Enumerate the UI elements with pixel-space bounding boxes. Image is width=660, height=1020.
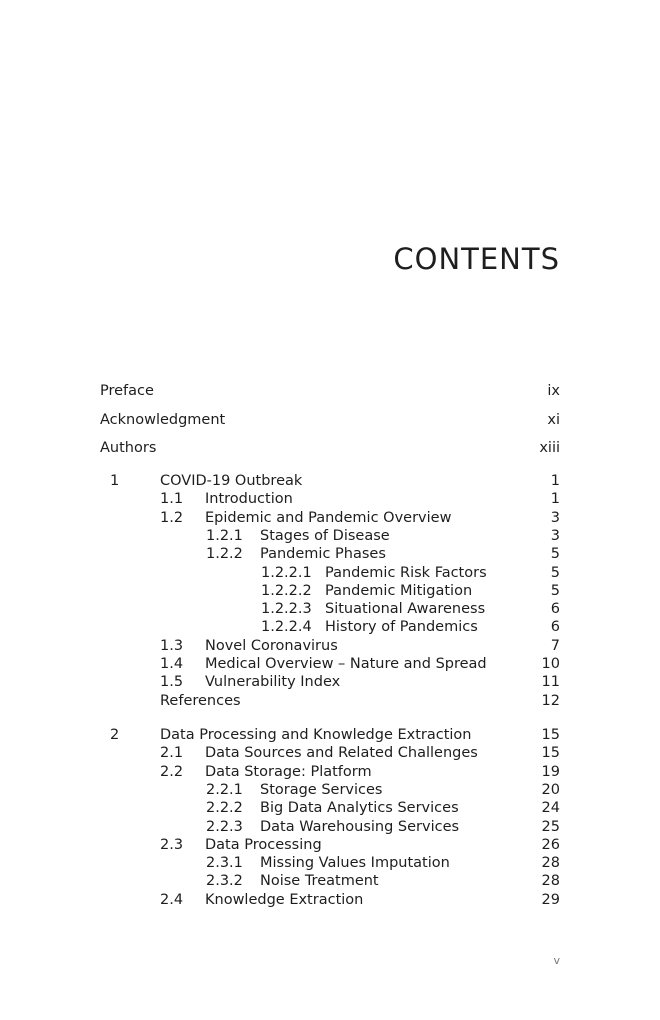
section-page: 10: [541, 656, 560, 672]
section-number: 1.2.2: [206, 546, 243, 563]
section-title: Pandemic Phases: [260, 546, 386, 563]
section-number: 2.2.3: [206, 818, 243, 835]
section-page: 3: [550, 527, 560, 544]
toc-section-entry: [0, 564, 660, 582]
section-page: 26: [541, 836, 560, 853]
section-title: Pandemic Risk Factors: [325, 564, 487, 581]
section-title: Medical Overview – Nature and Spread: [205, 656, 487, 672]
section-page: 6: [550, 601, 560, 618]
section-page: 15: [541, 745, 560, 762]
toc-section-entry: [0, 799, 660, 817]
section-number: 2.2.2: [206, 800, 243, 817]
toc-section-entry: [0, 692, 660, 710]
toc-front-matter-entry: [0, 411, 660, 429]
section-number: 1.3: [160, 637, 184, 654]
toc-section-entry: [0, 836, 660, 854]
section-title: History of Pandemics: [325, 619, 478, 636]
toc-chapter-entry: [0, 726, 660, 744]
section-title: Data Sources and Related Challenges: [205, 745, 478, 762]
section-number: 2.1: [160, 745, 184, 762]
section-number: 1.2.2.4: [261, 619, 312, 636]
section-page: 19: [541, 763, 560, 780]
section-title: Novel Coronavirus: [205, 637, 338, 654]
toc-section-entry: [0, 527, 660, 545]
section-number: 1.2.2.3: [261, 601, 312, 618]
toc-section-entry: [0, 818, 660, 836]
section-title: Stages of Disease: [260, 527, 390, 544]
toc-section-entry: [0, 545, 660, 563]
page-number: v: [553, 954, 560, 967]
section-title: Data Warehousing Services: [260, 818, 460, 835]
section-page: 20: [541, 781, 560, 798]
toc-section-entry: [0, 655, 660, 673]
toc-section-entry: [0, 891, 660, 909]
section-page: 29: [541, 891, 560, 908]
chapter-page: 1: [550, 473, 560, 489]
toc-section-entry: [0, 582, 660, 600]
toc-front-matter-entry: [0, 382, 660, 400]
section-page: 7: [550, 637, 560, 654]
toc-front-matter-entry: [0, 439, 660, 457]
chapter-title: COVID-19 Outbreak: [160, 473, 303, 489]
section-number: 2.3.2: [206, 873, 243, 890]
section-title: Big Data Analytics Services: [260, 800, 459, 817]
section-page: 5: [550, 546, 560, 563]
section-number: 2.2.1: [206, 781, 243, 798]
section-number: 1.1: [160, 491, 184, 508]
section-page: 12: [541, 692, 560, 709]
toc-section-entry: [0, 490, 660, 508]
entry-page: ix: [547, 383, 560, 399]
entry-page: xiii: [539, 440, 560, 456]
entry-title: Authors: [100, 440, 157, 456]
section-page: 3: [550, 509, 560, 526]
section-title: Knowledge Extraction: [205, 891, 364, 908]
section-number: 1.2.2.1: [261, 564, 312, 581]
entry-title: Preface: [100, 383, 154, 399]
toc-section-entry: [0, 618, 660, 636]
section-page: 24: [541, 800, 560, 817]
section-page: 5: [550, 582, 560, 599]
section-title: References: [160, 692, 241, 709]
toc-section-entry: [0, 872, 660, 890]
section-title: Situational Awareness: [325, 601, 486, 618]
section-page: 11: [541, 674, 560, 691]
chapter-title: Data Processing and Knowledge Extraction: [160, 727, 472, 743]
entry-title: Acknowledgment: [100, 412, 226, 428]
toc-chapter-entry: [0, 472, 660, 490]
toc-section-entry: [0, 509, 660, 527]
section-page: 5: [550, 564, 560, 581]
section-title: Pandemic Mitigation: [325, 582, 473, 599]
section-number: 1.2.1: [206, 527, 243, 544]
toc-section-entry: [0, 673, 660, 691]
section-title: Data Storage: Platform: [205, 763, 372, 780]
section-number: 1.5: [160, 674, 184, 691]
section-title: Data Processing: [205, 836, 322, 853]
section-title: Missing Values Imputation: [260, 855, 450, 872]
section-page: 28: [541, 873, 560, 890]
chapter-page: 15: [541, 727, 560, 743]
section-page: 25: [541, 818, 560, 835]
entry-page: xi: [547, 412, 560, 428]
section-title: Introduction: [205, 491, 293, 508]
section-title: Storage Services: [260, 781, 383, 798]
toc-section-entry: [0, 781, 660, 799]
section-number: 2.3: [160, 836, 184, 853]
toc-section-entry: [0, 744, 660, 762]
section-page: 28: [541, 855, 560, 872]
toc-section-entry: [0, 637, 660, 655]
section-page: 6: [550, 619, 560, 636]
toc-section-entry: [0, 854, 660, 872]
section-title: Noise Treatment: [260, 873, 379, 890]
section-title: Epidemic and Pandemic Overview: [205, 509, 452, 526]
section-number: 1.2: [160, 509, 184, 526]
section-number: 2.4: [160, 891, 184, 908]
section-number: 1.4: [160, 656, 184, 672]
section-number: 1.2.2.2: [261, 582, 312, 599]
section-page: 1: [550, 491, 560, 508]
page-title: CONTENTS: [393, 242, 560, 276]
section-number: 2.2: [160, 763, 184, 780]
section-title: Vulnerability Index: [205, 674, 341, 691]
chapter-number: 1: [110, 473, 120, 489]
toc-section-entry: [0, 763, 660, 781]
toc-section-entry: [0, 600, 660, 618]
section-number: 2.3.1: [206, 855, 243, 872]
chapter-number: 2: [110, 727, 120, 743]
